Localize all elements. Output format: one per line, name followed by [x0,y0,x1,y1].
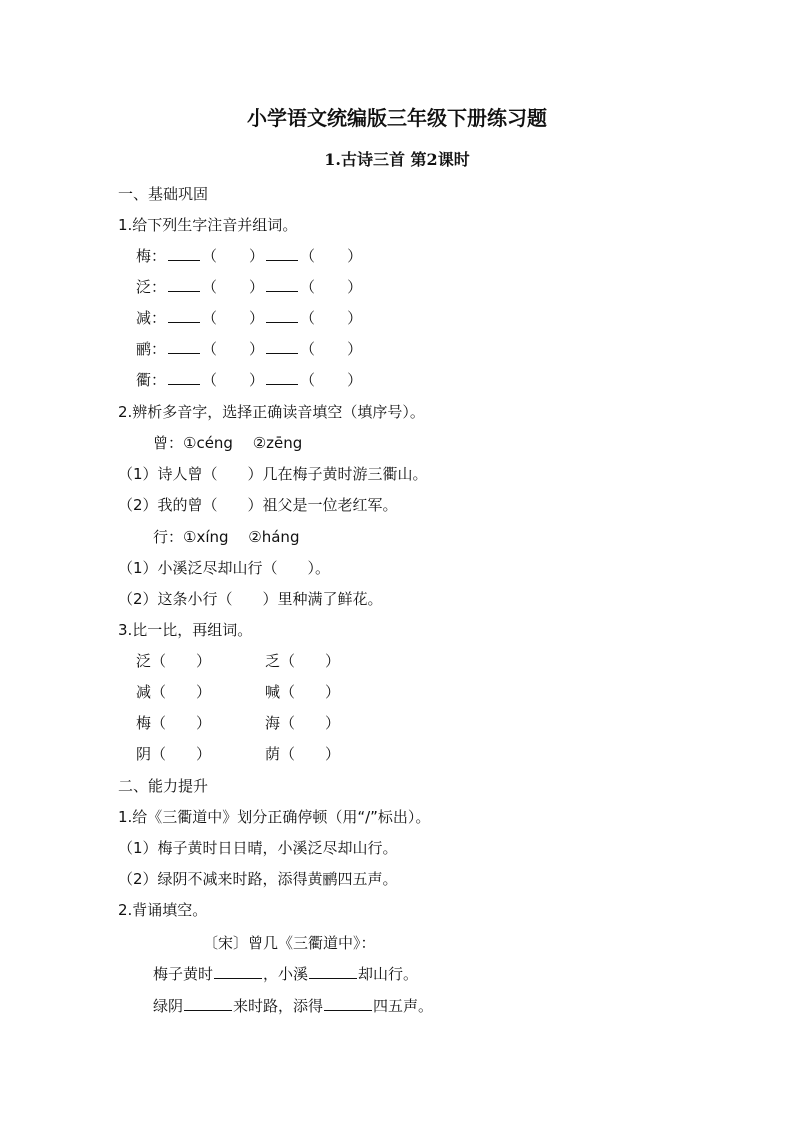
pinyin-blank[interactable] [266,338,298,354]
recite-text: ，小溪 [263,965,309,983]
paren-open: （ [300,371,316,389]
q1-row [136,369,362,391]
recite-line [153,963,418,985]
q1-row [136,276,362,298]
paren-close: ） [249,340,265,358]
paren-close: ） [249,247,265,265]
q1-char: 衢： [136,371,167,389]
recite-text: 绿阴 [153,997,184,1015]
zeng-item: （1）诗人曾（ ）几在梅子黄时游三衢山。 [118,465,428,483]
recite-blank[interactable] [324,995,372,1011]
q2-prompt: 2.辨析多音字，选择正确读音填空（填序号）。 [118,403,425,421]
xing-options: 行：①xíng ②háng [153,528,300,546]
lesson-title: 1.古诗三首 第2课时 [324,150,470,169]
paren-open: （ [202,247,218,265]
section1-heading: 一、基础巩固 [118,185,209,203]
compare-right: 海（ ） [265,714,341,732]
paren-open: （ [202,371,218,389]
q1-char: 泛： [136,278,167,296]
q1-char: 鹂： [136,340,167,358]
compare-right: 喊（ ） [265,683,341,701]
paren-close: ） [249,309,265,327]
q1-prompt: 1.给下列生字注音并组词。 [118,216,298,234]
pinyin-blank[interactable] [266,369,298,385]
paren-close: ） [249,371,265,389]
compare-left: 减（ ） [136,683,212,701]
paren-open: （ [300,278,316,296]
pinyin-blank[interactable] [266,307,298,323]
compare-left: 阴（ ） [136,745,212,763]
recite-blank[interactable] [184,995,232,1011]
compare-right: 荫（ ） [265,745,341,763]
recite-blank[interactable] [309,963,357,979]
pinyin-blank[interactable] [266,276,298,292]
q1-char: 梅： [136,247,167,265]
q1-row [136,307,362,329]
paren-close: ） [347,340,363,358]
compare-right: 乏（ ） [265,652,341,670]
zeng-options: 曾：①céng ②zēng [153,434,303,452]
paren-open: （ [300,340,316,358]
page-title: 小学语文统编版三年级下册练习题 [247,106,547,130]
q3-prompt: 3.比一比，再组词。 [118,621,253,639]
zeng-item: （2）我的曾（ ）祖父是一位老红军。 [118,496,398,514]
xing-item: （1）小溪泛尽却山行（ ）。 [118,559,331,577]
s2q1-prompt: 1.给《三衢道中》划分正确停顿（用“/”标出）。 [118,808,431,826]
pinyin-blank[interactable] [168,276,200,292]
recite-text: 来时路，添得 [233,997,324,1015]
pinyin-blank[interactable] [168,245,200,261]
paren-close: ） [347,309,363,327]
pinyin-blank[interactable] [266,245,298,261]
q1-row [136,245,362,267]
recite-text: 却山行。 [358,965,419,983]
pinyin-blank[interactable] [168,307,200,323]
s2q2-prompt: 2.背诵填空。 [118,901,208,919]
paren-close: ） [249,278,265,296]
paren-open: （ [300,309,316,327]
q1-char: 减： [136,309,167,327]
compare-left: 泛（ ） [136,652,212,670]
recite-blank[interactable] [214,963,262,979]
pinyin-blank[interactable] [168,369,200,385]
xing-item: （2）这条小行（ ）里种满了鲜花。 [118,590,383,608]
poem-line: （2）绿阴不减来时路，添得黄鹂四五声。 [118,870,398,888]
recite-text: 梅子黄时 [153,965,214,983]
compare-left: 梅（ ） [136,714,212,732]
pinyin-blank[interactable] [168,338,200,354]
paren-open: （ [202,278,218,296]
paren-open: （ [202,340,218,358]
paren-close: ） [347,247,363,265]
paren-open: （ [202,309,218,327]
recite-line [153,995,433,1017]
paren-open: （ [300,247,316,265]
paren-close: ） [347,278,363,296]
poem-author: 〔宋〕曾几《三衢道中》： [203,934,376,952]
q1-row [136,338,362,360]
poem-line: （1）梅子黄时日日晴，小溪泛尽却山行。 [118,839,398,857]
recite-text: 四五声。 [373,997,434,1015]
paren-close: ） [347,371,363,389]
section2-heading: 二、能力提升 [118,777,209,795]
